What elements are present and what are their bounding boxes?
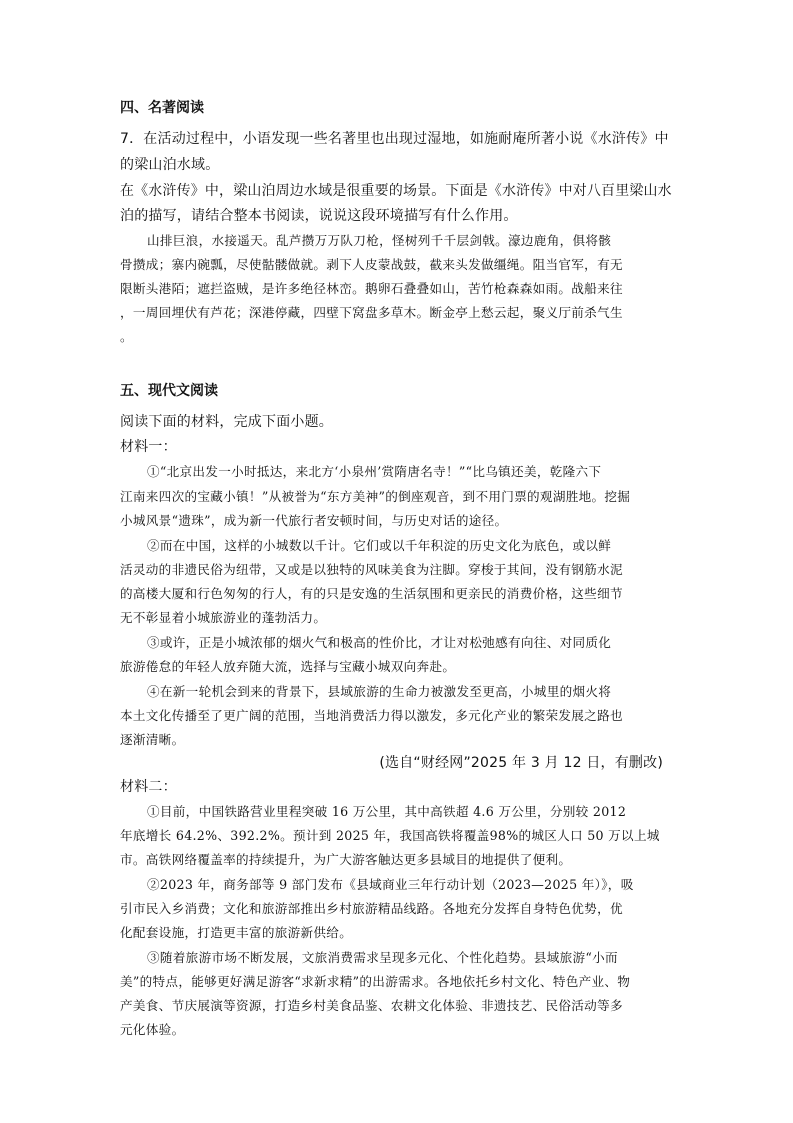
question-7-line-2: 的梁山泊水域。	[120, 157, 220, 173]
section-4-heading: 四、名著阅读	[120, 100, 204, 116]
material-2-line: 年底增长 64.2%、392.2%。预计到 2025 年，我国高铁将覆盖98%的城区人口 50 万以上城	[120, 828, 660, 843]
material-1-line: 江南来四次的宝藏小镇！”从被誉为“东方美神”的倒座观音，到不用门票的观湖胜地。挖掘	[120, 489, 631, 504]
material-1-line: ①“北京出发一小时抵达，来北方‘小泉州’赏隋唐名寺！”“比乌镇还美，乾隆六下	[147, 464, 602, 479]
material-1-line: ②而在中国，这样的小城数以千计。它们或以千年积淀的历史文化为底色，或以鲜	[147, 538, 612, 553]
material-1-source: (选自“财经网”2025 年 3 月 12 日，有删改)	[379, 755, 663, 771]
passage-line: 骨攒成；寨内碗瓢，尽使骷髅做就。剥下人皮蒙战鼓，截来头发做缰绳。阻当官军，有无	[120, 257, 623, 272]
material-2-line: 产美食、节庆展演等资源，打造乡村美食品鉴、农耕文化体验、非遗技艺、民俗活动等多	[120, 998, 623, 1013]
question-7-line-4: 泊的描写，请结合整本书阅读，说说这段环境描写有什么作用。	[120, 208, 518, 224]
question-7-line-3: 在《水浒传》中，梁山泊周边水域是很重要的场景。下面是《水浒传》中对八百里梁山水	[120, 183, 672, 199]
material-2-line: 引市民入乡消费；文化和旅游部推出乡村旅游精品线路。各地充分发挥自身特色优势，优	[120, 901, 623, 916]
material-1-line: 旅游倦怠的年轻人放弃随大流，选择与宝藏小城双向奔赴。	[120, 659, 456, 674]
material-2-line: ①目前，中国铁路营业里程突破 16 万公里，其中高铁超 4.6 万公里，分别较 2012	[147, 804, 627, 819]
material-1-line: 小城风景“遗珠”，成为新一代旅行者安顿时间，与历史对话的途径。	[120, 513, 508, 528]
material-2-line: 市。高铁网络覆盖率的持续提升，为广大游客触达更多县域目的地提供了便利。	[120, 852, 572, 867]
material-2-line: ②2023 年，商务部等 9 部门发布《县域商业三年行动计划（2023—2025 年）》，吸	[147, 877, 634, 892]
material-2-line: 元化体验。	[120, 1022, 185, 1037]
material-2-line: 美”的特点，能够更好满足游客“求新求精”的出游需求。各地依托乡村文化、特色产业、物	[120, 974, 631, 989]
passage-line: ，一周回埋伏有芦花；深港停藏，四壁下窝盘多草木。断金亭上愁云起，聚义厅前杀气生	[120, 305, 623, 320]
material-1-line: ③或许，正是小城浓郁的烟火气和极高的性价比，才让对松弛感有向往、对同质化	[147, 635, 612, 650]
material-1-label: 材料一：	[120, 439, 177, 455]
passage-line: 。	[120, 329, 133, 344]
material-1-line: 活灵动的非遗民俗为纽带，又或是以独特的风味美食为注脚。穿梭于其间，没有钢筋水泥	[120, 562, 623, 577]
material-1-line: ④在新一轮机会到来的背景下，县域旅游的生命力被激发至更高，小城里的烟火将	[147, 684, 612, 699]
material-2-label: 材料二：	[120, 779, 177, 795]
question-7-line-1: 7．在活动过程中，小语发现一些名著里也出现过湿地，如施耐庵所著小说《水浒传》中	[120, 131, 669, 147]
reading-instruction: 阅读下面的材料，完成下面小题。	[120, 414, 333, 430]
material-2-line: ③随着旅游市场不断发展，文旅消费需求呈现多元化、个性化趋势。县域旅游“小而	[147, 950, 618, 965]
passage-line: 限断头港陌；遮拦盗贼，是许多绝径林峦。鹅卵石叠叠如山，苦竹枪森森如雨。战船来往	[120, 281, 623, 296]
material-1-line: 的高楼大厦和行色匆匆的行人，有的只是安逸的生活氛围和更亲民的消费价格，这些细节	[120, 586, 623, 601]
section-5-heading: 五、现代文阅读	[120, 383, 218, 399]
material-1-line: 本土文化传播至了更广阔的范围，当地消费活力得以激发，多元化产业的繁荣发展之路也	[120, 708, 623, 723]
material-2-line: 化配套设施，打造更丰富的旅游新供给。	[120, 925, 353, 940]
passage-line: 山排巨浪，水接遥天。乱芦攒万万队刀枪，怪树列千千层剑戟。濠边鹿角，俱将骸	[147, 233, 612, 248]
material-1-line: 逐渐清晰。	[120, 732, 185, 747]
material-1-line: 无不彰显着小城旅游业的蓬勃活力。	[120, 610, 327, 625]
